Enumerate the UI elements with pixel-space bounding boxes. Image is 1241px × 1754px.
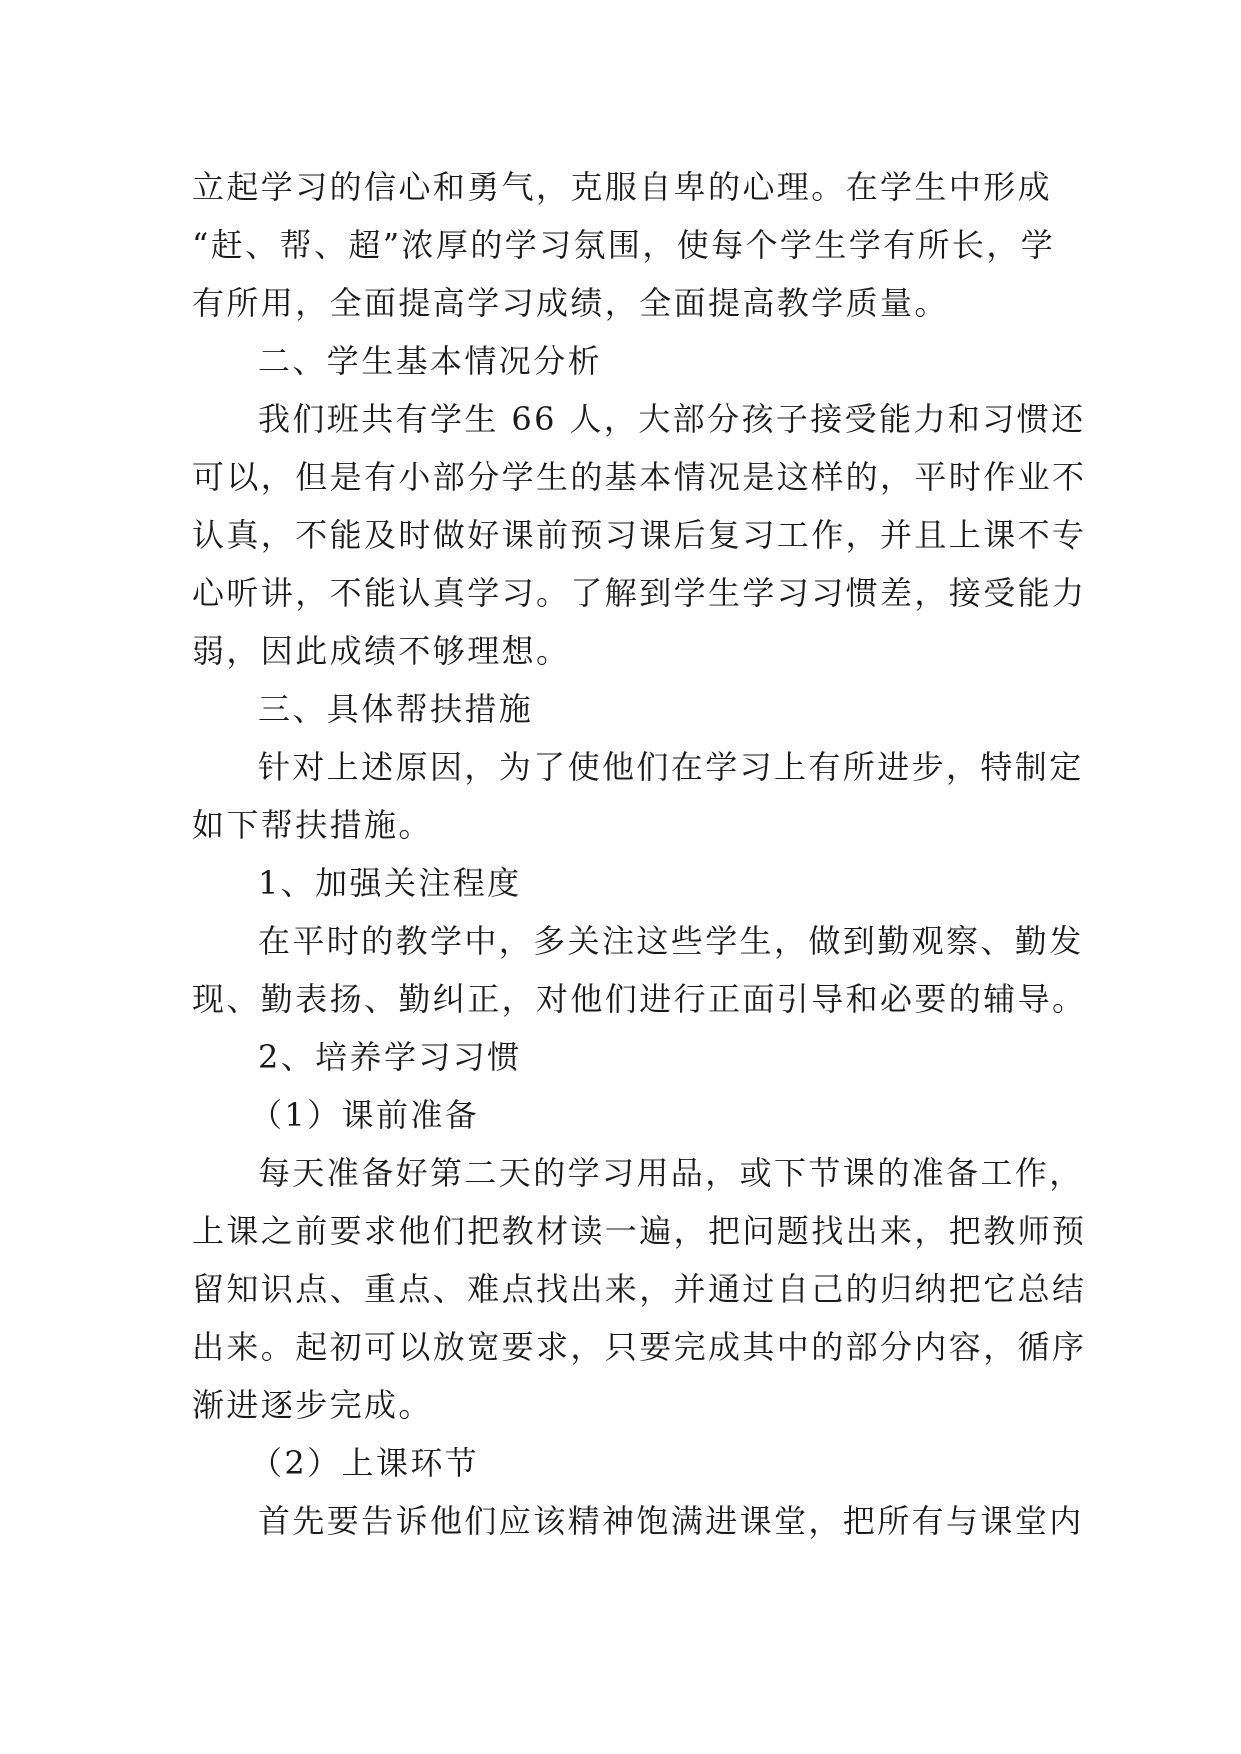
text-line: 留知识点、重点、难点找出来，并通过自己的归纳把它总结 [192,1270,1087,1308]
text-line: “赶、帮、超”浓厚的学习氛围，使每个学生学有所长，学 [192,226,1056,264]
text-line: 认真，不能及时做好课前预习课后复习工作，并且上课不专 [192,516,1087,554]
text-line: 渐进逐步完成。 [192,1386,433,1424]
text-line: 心听讲，不能认真学习。了解到学生学习习惯差，接受能力 [192,574,1087,612]
text-line: 如下帮扶措施。 [192,806,433,844]
text-line: 出来。起初可以放宽要求，只要完成其中的部分内容，循序 [192,1328,1087,1366]
text-line: 针对上述原因，为了使他们在学习上有所进步，特制定 [258,748,1084,786]
text-line: 三、具体帮扶措施 [258,690,534,728]
text-line: 每天准备好第二天的学习用品，或下节课的准备工作， [258,1154,1084,1192]
text-line: （1）课前准备 [250,1096,480,1134]
text-line: 1、加强关注程度 [258,864,522,902]
text-line: 首先要告诉他们应该精神饱满进课堂，把所有与课堂内 [258,1502,1084,1540]
text-line: 2、培养学习习惯 [258,1038,522,1076]
text-line: 我们班共有学生 66 人，大部分孩子接受能力和习惯还 [258,400,1086,438]
text-line: 可以，但是有小部分学生的基本情况是这样的，平时作业不 [192,458,1087,496]
text-line: 在平时的教学中，多关注这些学生，做到勤观察、勤发 [258,922,1084,960]
text-line: 有所用，全面提高学习成绩，全面提高教学质量。 [192,284,949,322]
text-line: 立起学习的信心和勇气，克服自卑的心理。在学生中形成 [192,168,1053,206]
text-line: （2）上课环节 [250,1444,480,1482]
text-line: 二、学生基本情况分析 [258,342,603,380]
text-line: 上课之前要求他们把教材读一遍，把问题找出来，把教师预 [192,1212,1087,1250]
document-body [192,158,1087,1550]
text-line: 现、勤表扬、勤纠正，对他们进行正面引导和必要的辅导。 [192,980,1087,1018]
text-line: 弱，因此成绩不够理想。 [192,632,571,670]
